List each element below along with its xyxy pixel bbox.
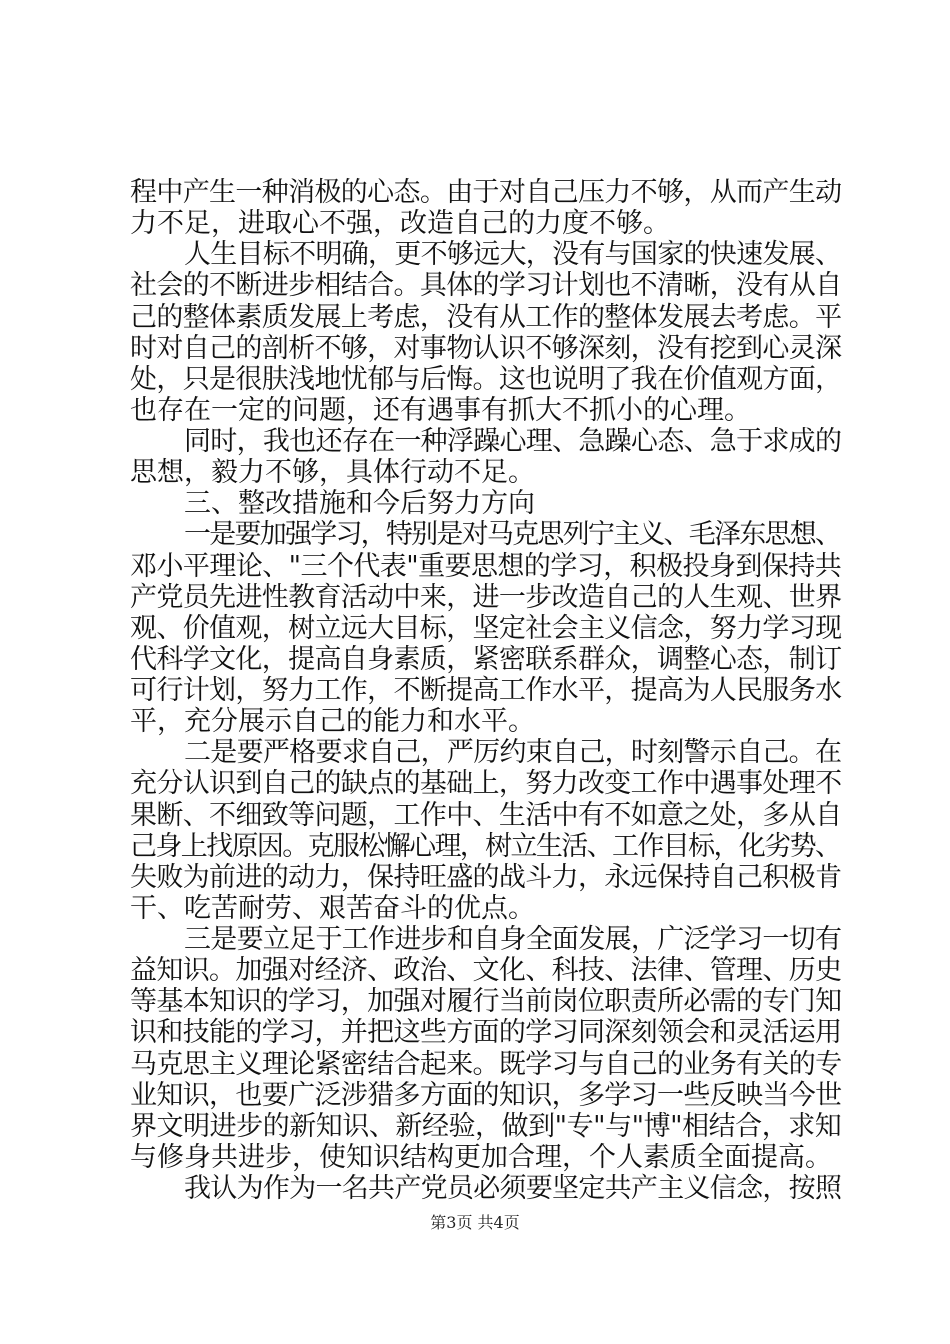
text-line: 识和技能的学习，并把这些方面的学习同深刻领会和灵活运用: [130, 1017, 842, 1048]
text-line: 思想，毅力不够，具体行动不足。: [130, 457, 535, 488]
text-line: 与修身共进步，使知识结构更加合理，个人素质全面提高。: [130, 1142, 832, 1173]
text-line: 处，只是很肤浅地忧郁与后悔。这也说明了我在价值观方面，: [130, 364, 842, 395]
text-line: 人生目标不明确，更不够远大，没有与国家的快速发展、: [184, 239, 842, 270]
text-line: 三是要立足于工作进步和自身全面发展，广泛学习一切有: [184, 924, 842, 955]
text-line: 一是要加强学习，特别是对马克思列宁主义、毛泽东思想、: [184, 519, 841, 550]
text-line: 力不足，进取心不强，改造自己的力度不够。: [130, 208, 670, 239]
text-line: 平，充分展示自己的能力和水平。: [130, 706, 535, 737]
text-line: 益知识。加强对经济、政治、文化、科技、法律、管理、历史: [130, 955, 842, 986]
text-line: 邓小平理论、"三个代表"重要思想的学习，积极投身到保持共: [130, 551, 842, 582]
text-line: 己身上找原因。克服松懈心理，树立生活、工作目标，化劣势、: [130, 831, 841, 862]
text-line: 果断、不细致等问题，工作中、生活中有不如意之处，多从自: [130, 800, 842, 831]
text-line: 界文明进步的新知识、新经验，做到"专"与"博"相结合，求知: [130, 1111, 842, 1142]
text-line: 同时，我也还存在一种浮躁心理、急躁心态、急于求成的: [184, 426, 842, 457]
text-line: 也存在一定的问题，还有遇事有抓大不抓小的心理。: [130, 395, 751, 426]
text-line: 产党员先进性教育活动中来，进一步改造自己的人生观、世界: [130, 582, 842, 613]
text-line: 失败为前进的动力，保持旺盛的战斗力，永远保持自己积极肯: [130, 862, 842, 893]
text-line: 观、价值观，树立远大目标，坚定社会主义信念，努力学习现: [130, 613, 842, 644]
text-line: 充分认识到自己的缺点的基础上，努力改变工作中遇事处理不: [130, 768, 842, 799]
text-line: 干、吃苦耐劳、艰苦奋斗的优点。: [130, 893, 535, 924]
text-line: 业知识，也要广泛涉猎多方面的知识，多学习一些反映当今世: [130, 1080, 842, 1111]
text-line: 三、整改措施和今后努力方向: [184, 488, 535, 519]
text-line: 二是要严格要求自己，严厉约束自己，时刻警示自己。在: [184, 737, 842, 768]
text-line: 等基本知识的学习，加强对履行当前岗位职责所必需的专门知: [130, 986, 842, 1017]
text-line: 时对自己的剖析不够，对事物认识不够深刻，没有挖到心灵深: [130, 333, 842, 364]
text-line: 我认为作为一名共产党员必须要坚定共产主义信念，按照: [184, 1173, 842, 1204]
text-line: 代科学文化，提高自身素质，紧密联系群众，调整心态，制订: [130, 644, 842, 675]
text-line: 马克思主义理论紧密结合起来。既学习与自己的业务有关的专: [130, 1049, 842, 1080]
text-line: 己的整体素质发展上考虑，没有从工作的整体发展去考虑。平: [130, 302, 842, 333]
text-line: 程中产生一种消极的心态。由于对自己压力不够，从而产生动: [130, 177, 842, 208]
text-line: 社会的不断进步相结合。具体的学习计划也不清晰，没有从自: [130, 270, 842, 301]
text-line: 可行计划，努力工作，不断提高工作水平，提高为人民服务水: [130, 675, 842, 706]
page-footer: 第3页 共4页: [430, 1213, 520, 1232]
